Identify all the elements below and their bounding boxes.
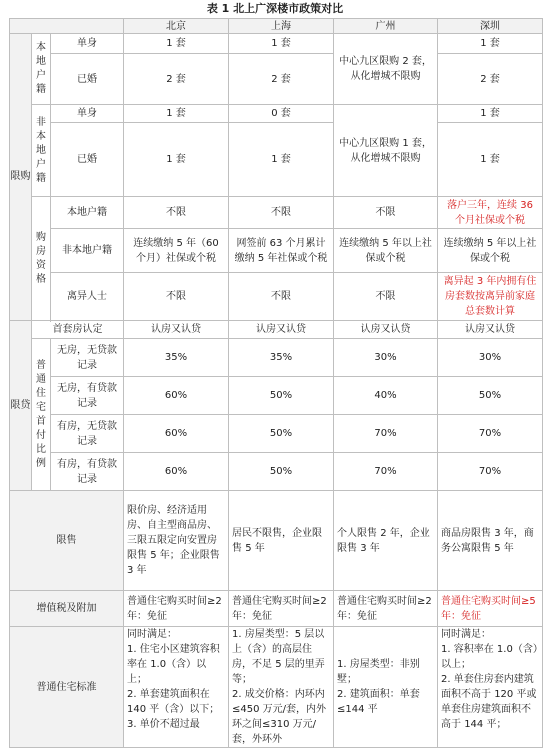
- cell: 不限: [334, 197, 438, 229]
- cell: 1. 房屋类型：非别墅； 2. 建筑面积：单套≤144 平: [334, 627, 438, 748]
- condition-label: 有房，无贷款记录: [51, 415, 124, 453]
- cell: 不限: [229, 197, 334, 229]
- cell: 网签前 63 个月累计缴纳 5 年社保或个税: [229, 229, 334, 273]
- married-label: 已婚: [51, 54, 124, 105]
- cell: 60%: [124, 415, 229, 453]
- loan-group-label: 限贷: [10, 321, 32, 491]
- cell: 1 套: [124, 34, 229, 54]
- married-label: 已婚: [51, 123, 124, 197]
- cell: 连续缴纳 5 年（60 个月）社保或个税: [124, 229, 229, 273]
- table-row: [10, 273, 543, 321]
- cell: 50%: [229, 377, 334, 415]
- cell: 认房又认贷: [438, 321, 543, 339]
- cell: 1. 房屋类型：5 层以上（含）的高层住房，不足 5 层的里弄等； 2. 成交价格：内环内≤450 万元/套，内外环之间≤310 万元/套，外环外: [229, 627, 334, 748]
- cell: 居民不限售，企业限售 5 年: [229, 491, 334, 591]
- cell: 认房又认贷: [334, 321, 438, 339]
- cell: 50%: [438, 377, 543, 415]
- cell: 60%: [124, 453, 229, 491]
- table-row: [10, 453, 543, 491]
- cell: 1 套: [229, 123, 334, 197]
- header-beijing: 北京: [124, 19, 229, 34]
- single-label: 单身: [51, 105, 124, 123]
- cell: 70%: [334, 453, 438, 491]
- cell: 离异起 3 年内拥有住房套数按离异前家庭总套数计算: [438, 273, 543, 321]
- table-row: [10, 34, 543, 54]
- cell: 2 套: [438, 54, 543, 105]
- cell: 中心九区限购 2 套，从化增城不限购: [334, 34, 438, 105]
- cell: 认房又认贷: [124, 321, 229, 339]
- cell: 不限: [124, 197, 229, 229]
- table-row: [10, 54, 543, 105]
- table-row: [10, 627, 543, 748]
- cell: 普通住宅购买时间≥2 年：免征: [334, 591, 438, 627]
- cell: 同时满足： 1. 容积率在 1.0（含）以上； 2. 单套住房套内建筑面积不高于 120 平或单套住房建筑面积不高于 144 平；: [438, 627, 543, 748]
- header-corner: [10, 19, 124, 34]
- down-payment-label: 普通住宅首付比例: [32, 339, 51, 491]
- table-row: [10, 197, 543, 229]
- cell: 普通住宅购买时间≥2 年：免征: [124, 591, 229, 627]
- cell: 同时满足： 1. 住宅小区建筑容积率在 1.0（含）以上； 2. 单套建筑面积在 140 平（含）以下； 3. 单价不超过最: [124, 627, 229, 748]
- header-guangzhou: 广州: [334, 19, 438, 34]
- local-hukou-label: 本地户籍: [51, 197, 124, 229]
- table-row: [10, 415, 543, 453]
- cell: 中心九区限购 1 套，从化增城不限购: [334, 105, 438, 197]
- vat-label: 增值税及附加: [10, 591, 124, 627]
- cell: 1 套: [124, 105, 229, 123]
- table-row: [10, 321, 543, 339]
- first-home-label: 首套房认定: [32, 321, 124, 339]
- standard-label: 普通住宅标准: [10, 627, 124, 748]
- header-shenzhen: 深圳: [438, 19, 543, 34]
- cell: 1 套: [438, 34, 543, 54]
- cell: 2 套: [229, 54, 334, 105]
- cell: 不限: [334, 273, 438, 321]
- table-row: [10, 123, 543, 197]
- sale-label: 限售: [10, 491, 124, 591]
- condition-label: 无房，无贷款记录: [51, 339, 124, 377]
- header-shanghai: 上海: [229, 19, 334, 34]
- condition-label: 无房，有贷款记录: [51, 377, 124, 415]
- cell: 50%: [229, 453, 334, 491]
- cell: 个人限售 2 年，企业限售 3 年: [334, 491, 438, 591]
- cell: 不限: [229, 273, 334, 321]
- local-hukou-label: 本地户籍: [32, 34, 51, 105]
- cell: 30%: [334, 339, 438, 377]
- table-row: [10, 377, 543, 415]
- cell: 认房又认贷: [229, 321, 334, 339]
- cell: 限价房、经济适用房、自主型商品房、三限五限定向安置房限售 5 年；企业限售 3 年: [124, 491, 229, 591]
- table-row: [10, 339, 543, 377]
- cell: 35%: [229, 339, 334, 377]
- cell: 1 套: [438, 123, 543, 197]
- cell: 1 套: [438, 105, 543, 123]
- table-title: 表 1 北上广深楼市政策对比: [206, 2, 344, 15]
- cell: 0 套: [229, 105, 334, 123]
- cell: 50%: [229, 415, 334, 453]
- qualification-label: 购房资格: [32, 197, 51, 321]
- header-row: [10, 19, 543, 34]
- single-label: 单身: [51, 34, 124, 54]
- cell: 普通住宅购买时间≥2 年：免征: [229, 591, 334, 627]
- cell: 商品房限售 3 年，商务公寓限售 5 年: [438, 491, 543, 591]
- cell: 30%: [438, 339, 543, 377]
- cell: 2 套: [124, 54, 229, 105]
- cell: 连续缴纳 5 年以上社保或个税: [334, 229, 438, 273]
- nonlocal-hukou-label: 非本地户籍: [51, 229, 124, 273]
- condition-label: 有房，有贷款记录: [51, 453, 124, 491]
- cell: 70%: [438, 453, 543, 491]
- cell: 连续缴纳 5 年以上社保或个税: [438, 229, 543, 273]
- table-row: [10, 491, 543, 591]
- nonlocal-hukou-label: 非本地户籍: [32, 105, 51, 197]
- cell: 60%: [124, 377, 229, 415]
- table-row: [10, 229, 543, 273]
- table-row: [10, 591, 543, 627]
- cell: 35%: [124, 339, 229, 377]
- cell: 40%: [334, 377, 438, 415]
- cell: 落户三年，连续 36 个月社保或个税: [438, 197, 543, 229]
- policy-comparison-table: [9, 18, 543, 748]
- purchase-group-label: 限购: [10, 34, 32, 321]
- cell: 1 套: [229, 34, 334, 54]
- cell: 1 套: [124, 123, 229, 197]
- table-row: [10, 105, 543, 123]
- cell: 不限: [124, 273, 229, 321]
- divorced-label: 离异人士: [51, 273, 124, 321]
- cell: 70%: [438, 415, 543, 453]
- cell: 普通住宅购买时间≥5 年：免征: [438, 591, 543, 627]
- cell: 70%: [334, 415, 438, 453]
